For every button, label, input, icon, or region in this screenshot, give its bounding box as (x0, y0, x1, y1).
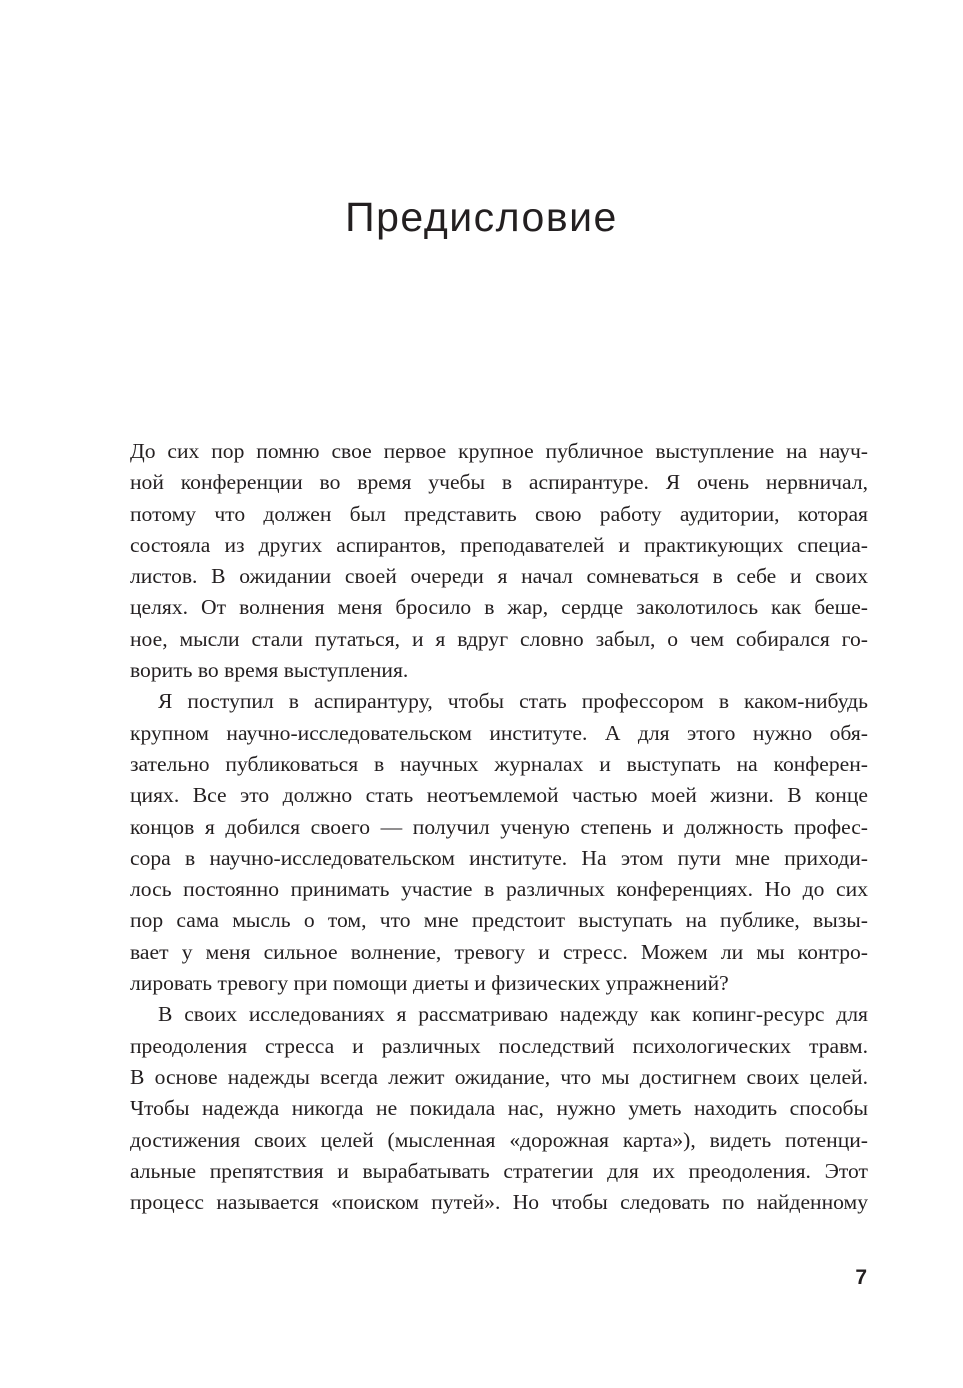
chapter-title: Предисловие (345, 194, 618, 240)
paragraph-2-line-9: вает у меня сильное волнение, тревогу и стресс. Можем ли мы контро- (130, 939, 868, 964)
paragraph-3-line-6: альные препятствия и вырабатывать стратегии для их преодоления. Этот (130, 1158, 868, 1183)
paragraph-2-line-10: лировать тревогу при помощи диеты и физических упражнений? (130, 971, 729, 996)
paragraph-3-line-3: В основе надежды всегда лежит ожидание, что мы достигнем своих целей. (130, 1064, 868, 1089)
paragraph-3-line-1: В своих исследованиях я рассматриваю надежду как копинг-ресурс для (158, 1002, 868, 1027)
paragraph-2-line-5: концов я добился своего — получил ученую степень и должность профес- (130, 814, 868, 839)
paragraph-1-line-4: состояла из других аспирантов, преподавателей и практикующих специа- (130, 532, 868, 557)
paragraph-1-line-3: потому что должен был представить свою работу аудитории, которая (130, 501, 868, 526)
paragraph-2-line-4: циях. Все это должно стать неотъемлемой частью моей жизни. В конце (130, 783, 868, 808)
paragraph-1-line-7: ное, мысли стали путаться, и я вдруг словно забыл, о чем собирался го- (130, 626, 868, 651)
paragraph-2-line-7: лось постоянно принимать участие в различных конференциях. Но до сих (130, 877, 868, 902)
paragraph-2-line-3: зательно публиковаться в научных журналах и выступать на конферен- (130, 751, 868, 776)
paragraph-1-line-1: До сих пор помню свое первое крупное публичное выступление на науч- (130, 439, 868, 463)
paragraph-1-line-8: ворить во время выступления. (130, 658, 409, 683)
paragraph-3-line-2: преодоления стресса и различных последствий психологических травм. (130, 1033, 868, 1058)
paragraph-2-line-2: крупном научно-исследовательском институте. А для этого нужно обя- (130, 720, 868, 745)
paragraph-2-line-8: пор сама мысль о том, что мне предстоит выступать на публике, вызы- (130, 908, 868, 933)
paragraph-1-line-2: ной конференции во время учебы в аспирантуре. Я очень нервничал, (130, 470, 868, 495)
body-text (130, 436, 868, 1218)
paragraph-1-line-5: листов. В ожидании своей очереди я начал сомневаться в себе и своих (130, 564, 868, 589)
paragraph-2-line-6: сора в научно-исследовательском институте. На этом пути мне приходи- (130, 845, 868, 870)
page-number: 7 (855, 1266, 867, 1289)
paragraph-3-line-7: процесс называется «поиском путей». Но чтобы следовать по найденному (130, 1190, 868, 1215)
paragraph-2-line-1: Я поступил в аспирантуру, чтобы стать профессором в каком-нибудь (158, 689, 868, 714)
paragraph-1-line-6: целях. От волнения меня бросило в жар, сердце заколотилось как беше- (130, 595, 868, 620)
paragraph-3-line-5: достижения своих целей (мысленная «дорожная карта»), видеть потенци- (130, 1127, 868, 1152)
paragraph-3-line-4: Чтобы надежда никогда не покидала нас, нужно уметь находить способы (130, 1096, 868, 1121)
